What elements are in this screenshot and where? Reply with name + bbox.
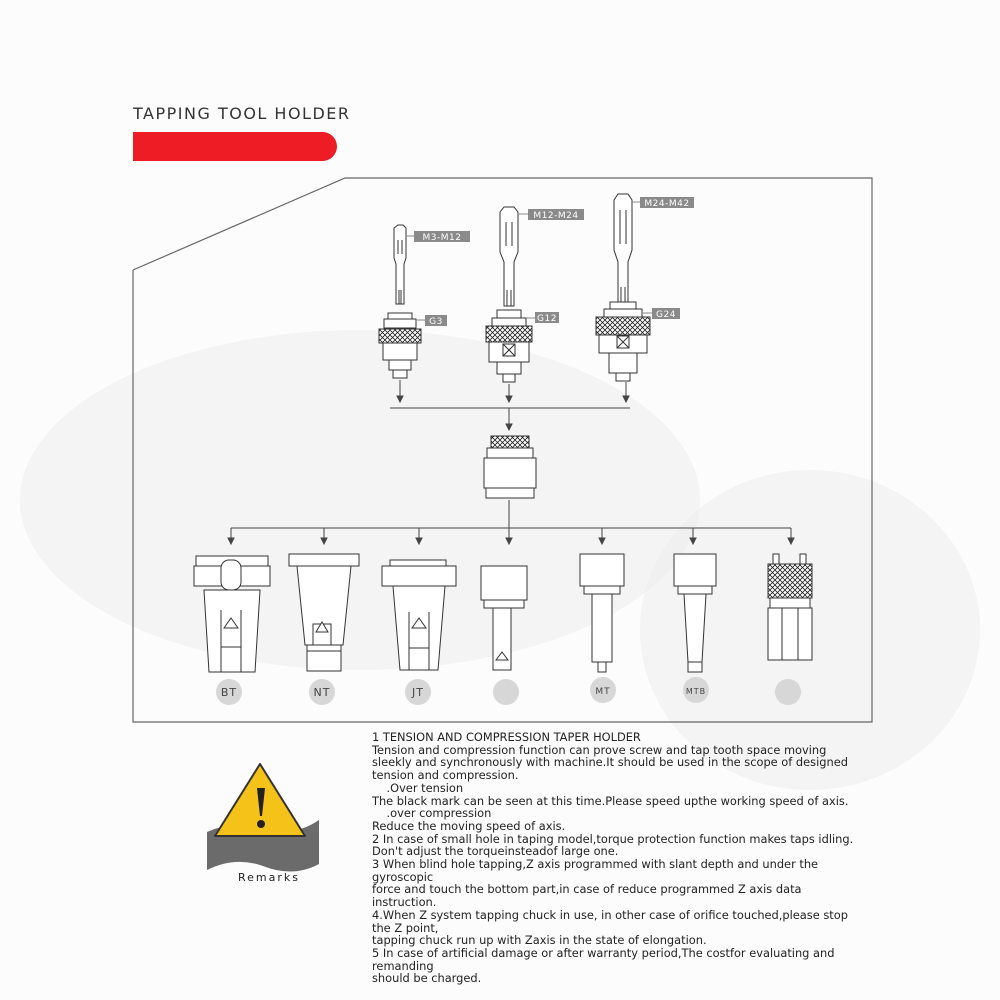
- note-line: 4.When Z system tapping chuck in use, in other case of orifice touched,please stop the Z point,: [372, 907, 852, 935]
- tap-size-label: M3-M12: [422, 233, 462, 243]
- note-line: Reduce the moving speed of axis.: [372, 818, 566, 833]
- holder-label: BT: [220, 686, 238, 699]
- note-line: .over compression: [372, 806, 492, 821]
- note-line: 1 TENSION AND COMPRESSION TAPER HOLDER: [372, 730, 641, 744]
- central-adapter: [484, 436, 536, 498]
- chuck-label: G3: [429, 317, 443, 327]
- label-circle: [493, 679, 519, 705]
- note-line: .Over tension: [372, 780, 464, 795]
- note-line: The black mark can be seen at this time.Please speed upthe working speed of axis.: [372, 793, 849, 808]
- note-line: should be charged.: [372, 971, 482, 986]
- holder-jt: [382, 560, 456, 670]
- note-line: 3 When blind hole tapping,Z axis programmed with slant depth and under the gyroscopic: [372, 857, 822, 884]
- holder-label: MT: [595, 687, 611, 697]
- notes-section: [372, 731, 860, 985]
- tap-size-label: M12-M24: [533, 211, 579, 221]
- note-line: 5 In case of artificial damage or after warranty period,The costfor evaluating and remanding: [372, 945, 839, 973]
- holder-labels: [216, 677, 801, 705]
- tap-m24-m42: [596, 194, 650, 381]
- remarks-label: Remarks: [238, 871, 300, 884]
- note-line: Tension and compression function can prove screw and tap tooth space moving sleekly and synchronously with machine.It should be used in the scope of designed tension and compression.: [372, 742, 852, 783]
- holder-4: [481, 566, 527, 670]
- tap-m3-m12: [379, 225, 421, 378]
- upper-connectors: [390, 380, 630, 430]
- holder-mt: [580, 554, 624, 672]
- chuck-label: G24: [656, 310, 676, 320]
- warning-icon: [205, 760, 325, 875]
- label-circle: [775, 679, 801, 705]
- holder-label: MTB: [685, 687, 707, 696]
- note-line: tapping chuck run up with Zaxis in the state of elongation.: [372, 933, 707, 948]
- holder-mtb: [674, 554, 716, 672]
- tap-size-label: M24-M42: [644, 199, 690, 209]
- holder-label: JT: [412, 686, 424, 699]
- tap-m12-m24: [486, 207, 532, 382]
- holder-nt: [289, 554, 359, 671]
- note-line: 2 In case of small hole in taping model,torque protection function makes taps idling. Don't adjust the torqueinsteadof large one.: [372, 831, 857, 859]
- chuck-label: G12: [537, 314, 557, 324]
- holder-label: NT: [313, 686, 331, 699]
- holder-bt: [194, 556, 270, 672]
- holder-7: [768, 554, 812, 660]
- note-line: force and touch the bottom part,in case of reduce programmed Z axis data instruction.: [372, 882, 806, 910]
- lower-connectors: [228, 500, 794, 544]
- page-title: TAPPING TOOL HOLDER: [133, 104, 351, 123]
